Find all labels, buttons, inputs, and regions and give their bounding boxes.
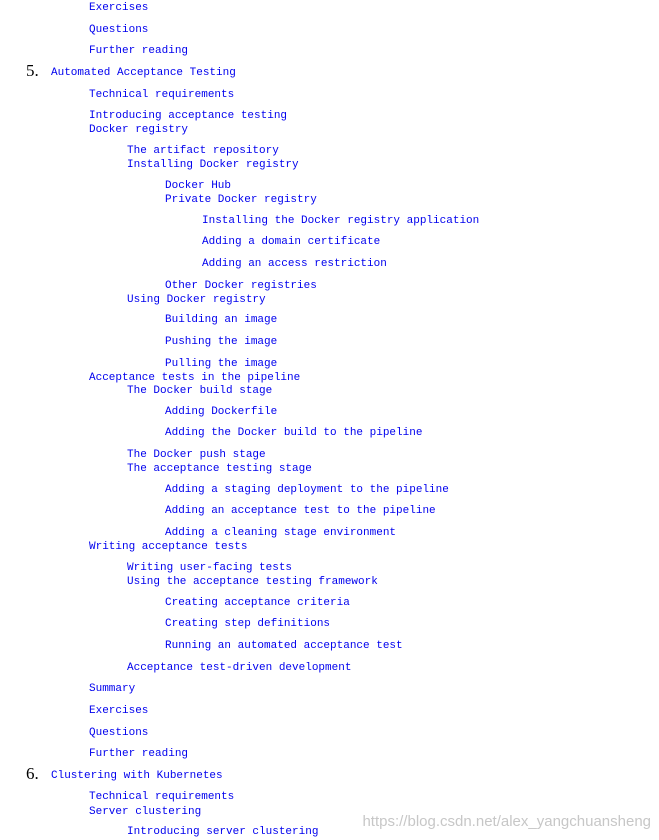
chapter-number: 6. [26, 764, 39, 783]
watermark-text: https://blog.csdn.net/alex_yangchuansheng [362, 813, 651, 830]
toc-link[interactable]: Installing the Docker registry application [202, 215, 480, 227]
toc-link[interactable]: Docker registry [89, 124, 189, 136]
toc-link[interactable]: Adding a staging deployment to the pipeline [165, 484, 449, 496]
toc-link[interactable]: Adding a domain certificate [202, 236, 381, 248]
toc-link[interactable]: Introducing acceptance testing [89, 110, 288, 122]
chapter-title-link[interactable]: Clustering with Kubernetes [51, 770, 223, 782]
toc-link[interactable]: Adding Dockerfile [165, 406, 278, 418]
toc-link[interactable]: Summary [89, 683, 136, 695]
toc-link[interactable]: Creating acceptance criteria [165, 597, 350, 609]
toc-link[interactable]: Adding a cleaning stage environment [165, 527, 397, 539]
toc-link[interactable]: Further reading [89, 748, 189, 760]
toc-link[interactable]: Using Docker registry [127, 294, 266, 306]
toc-link[interactable]: Writing acceptance tests [89, 541, 248, 553]
toc-link[interactable]: Technical requirements [89, 791, 235, 803]
toc-link[interactable]: Using the acceptance testing framework [127, 576, 378, 588]
toc-link[interactable]: Exercises [89, 705, 149, 717]
toc-link[interactable]: The acceptance testing stage [127, 463, 312, 475]
toc-link[interactable]: Private Docker registry [165, 194, 317, 206]
toc-link[interactable]: The Docker build stage [127, 385, 273, 397]
toc-link[interactable]: Adding the Docker build to the pipeline [165, 427, 423, 439]
toc-link[interactable]: Docker Hub [165, 180, 232, 192]
toc-link[interactable]: Building an image [165, 314, 278, 326]
toc-link[interactable]: The artifact repository [127, 145, 279, 157]
toc-link[interactable]: Introducing server clustering [127, 826, 319, 838]
toc-link-exercises[interactable]: Exercises [89, 2, 149, 14]
toc-link[interactable]: Adding an access restriction [202, 258, 387, 270]
toc-link[interactable]: Running an automated acceptance test [165, 640, 403, 652]
toc-link[interactable]: Adding an acceptance test to the pipeline [165, 505, 436, 517]
toc-link[interactable]: Creating step definitions [165, 618, 331, 630]
toc-link[interactable]: The Docker push stage [127, 449, 266, 461]
toc-link[interactable]: Questions [89, 727, 149, 739]
chapter-number: 5. [26, 61, 39, 80]
toc-link[interactable]: Other Docker registries [165, 280, 317, 292]
chapter-title-link[interactable]: Automated Acceptance Testing [51, 67, 236, 79]
toc-link[interactable]: Acceptance test-driven development [127, 662, 352, 674]
toc-link-questions[interactable]: Questions [89, 24, 149, 36]
toc-link[interactable]: Server clustering [89, 806, 202, 818]
toc-link[interactable]: Pulling the image [165, 358, 278, 370]
toc-link[interactable]: Writing user-facing tests [127, 562, 293, 574]
toc-link-further-reading[interactable]: Further reading [89, 45, 189, 57]
toc-link[interactable]: Technical requirements [89, 89, 235, 101]
toc-link[interactable]: Pushing the image [165, 336, 278, 348]
toc-link[interactable]: Installing Docker registry [127, 159, 299, 171]
toc-link[interactable]: Acceptance tests in the pipeline [89, 372, 301, 384]
